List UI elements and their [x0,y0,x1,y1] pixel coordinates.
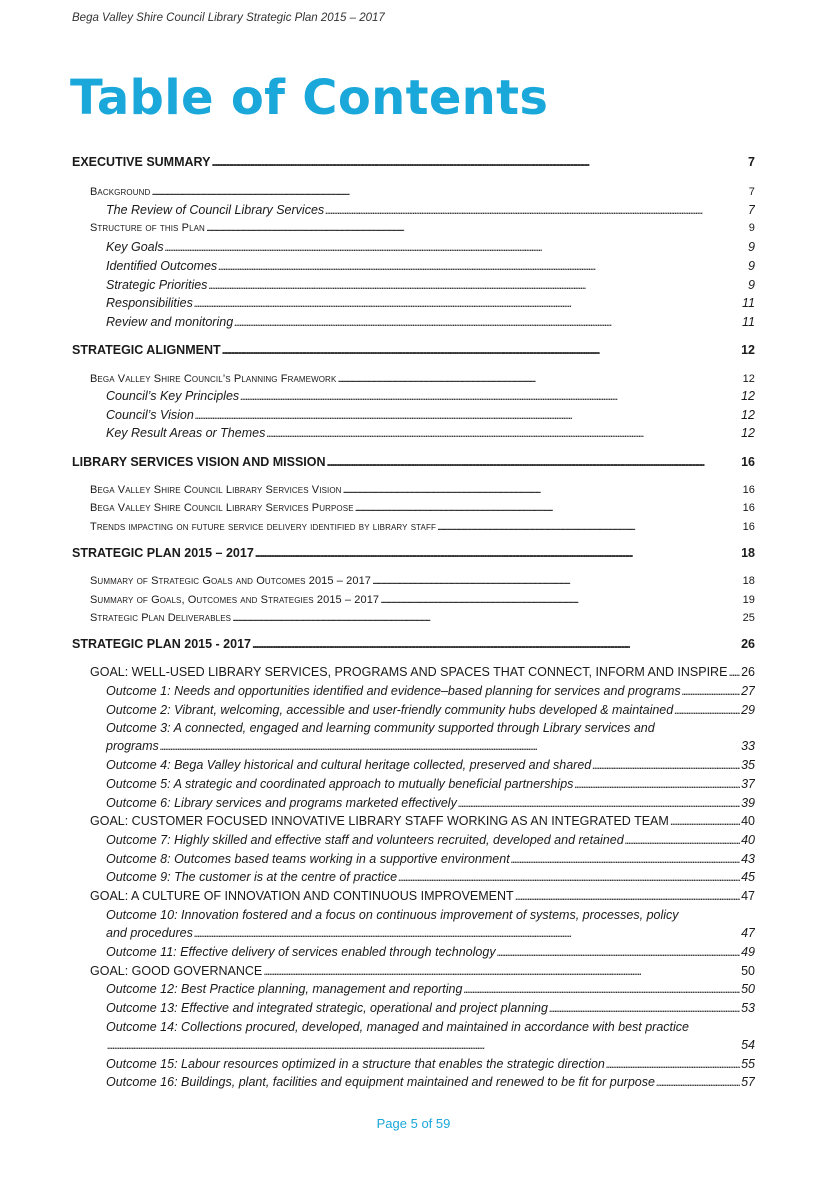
toc-outcome-10-line1[interactable]: Outcome 10: Innovation fostered and a focus on continuous improvement of systems, processes, policy [106,908,679,922]
toc-outcome-4[interactable]: Outcome 4: Bega Valley historical and cultural heritage collected, preserved and shared . . . 35 [72,758,755,772]
toc-outcome-2[interactable]: Outcome 2: Vibrant, welcoming, accessible and user-friendly community hubs developed & maintained . . . 29 [72,703,755,717]
toc-goal-1[interactable]: GOAL: WELL-USED LIBRARY SERVICES, PROGRAMS AND SPACES THAT CONNECT, INFORM AND INSPIRE . . . 26 [72,665,755,679]
toc-goal-4[interactable]: GOAL: GOOD GOVERNANCE . . . 50 [72,964,755,978]
toc-review-monitoring[interactable]: Review and monitoring . . . 11 [72,315,755,329]
toc-outcome-13[interactable]: Outcome 13: Effective and integrated strategic, operational and project planning . . . 53 [72,1001,755,1015]
toc-library-purpose[interactable]: Bega Valley Shire Council Library Services Purpose . . . 16 [72,502,755,514]
toc-goal-2[interactable]: GOAL: CUSTOMER FOCUSED INNOVATIVE LIBRARY STAFF WORKING AS AN INTEGRATED TEAM . . . 40 [72,814,755,828]
toc-summary-goals-outcomes[interactable]: Summary of Strategic Goals and Outcomes 2015 – 2017 . . . 18 [72,575,755,587]
toc-outcome-15[interactable]: Outcome 15: Labour resources optimized in a structure that enables the strategic direction . . . 55 [72,1057,755,1071]
toc-outcome-14-line1[interactable]: Outcome 14: Collections procured, developed, managed and maintained in accordance with best practice [106,1020,689,1034]
toc-structure[interactable]: Structure of this Plan . . . 9 [72,222,755,234]
toc-goal-3[interactable]: GOAL: A CULTURE OF INNOVATION AND CONTINUOUS IMPROVEMENT . . . 47 [72,889,755,903]
toc-review-library-services[interactable]: The Review of Council Library Services . . . 7 [72,203,755,217]
toc-outcome-3-line1[interactable]: Outcome 3: A connected, engaged and learning community supported through Library services and [106,721,655,735]
toc-planning-framework[interactable]: Bega Valley Shire Council’s Planning Framework . . . 12 [72,373,755,385]
toc-key-goals[interactable]: Key Goals . . . 9 [72,240,755,254]
toc-key-principles[interactable]: Council’s Key Principles . . . 12 [72,389,755,403]
toc-strategic-plan-b[interactable]: STRATEGIC PLAN 2015 - 2017 . . . 26 [72,637,755,651]
toc-identified-outcomes[interactable]: Identified Outcomes . . . 9 [72,259,755,273]
toc-outcome-1[interactable]: Outcome 1: Needs and opportunities identified and evidence–based planning for services and programs . . . 27 [72,684,755,698]
toc-outcome-9[interactable]: Outcome 9: The customer is at the centre of practice . . . 45 [72,870,755,884]
toc-trends[interactable]: Trends impacting on future service delivery identified by library staff . . . 16 [72,521,755,533]
toc-background[interactable]: Background . . . 7 [72,186,755,198]
toc-strategic-plan-a[interactable]: STRATEGIC PLAN 2015 – 2017 . . . 18 [72,546,755,560]
toc-summary-goals-strategies[interactable]: Summary of Goals, Outcomes and Strategies 2015 – 2017 . . . 19 [72,594,755,606]
toc-outcome-7[interactable]: Outcome 7: Highly skilled and effective staff and volunteers recruited, developed and retained . . . 40 [72,833,755,847]
toc-outcome-12[interactable]: Outcome 12: Best Practice planning, management and reporting . . . 50 [72,982,755,996]
toc-outcome-14[interactable]: . . . 54 [72,1038,755,1052]
toc-strategic-alignment[interactable]: STRATEGIC ALIGNMENT . . . 12 [72,343,755,357]
toc-responsibilities[interactable]: Responsibilities . . . 11 [72,296,755,310]
toc-council-vision[interactable]: Council’s Vision . . . 12 [72,408,755,422]
toc-outcome-8[interactable]: Outcome 8: Outcomes based teams working in a supportive environment . . . 43 [72,852,755,866]
toc-vision-mission[interactable]: LIBRARY SERVICES VISION AND MISSION . . . 16 [72,455,755,469]
toc-executive-summary[interactable]: EXECUTIVE SUMMARY . . . 7 [72,155,755,169]
toc-outcome-16[interactable]: Outcome 16: Buildings, plant, facilities and equipment maintained and renewed to be fit for purpose . . . 57 [72,1075,755,1089]
toc-strategic-priorities[interactable]: Strategic Priorities . . . 9 [72,278,755,292]
toc-library-vision[interactable]: Bega Valley Shire Council Library Services Vision . . . 16 [72,484,755,496]
page-number: Page 5 of 59 [376,1116,451,1131]
toc-outcome-5[interactable]: Outcome 5: A strategic and coordinated approach to mutually beneficial partnerships . . . 37 [72,777,755,791]
toc-outcome-10[interactable]: and procedures . . . 47 [72,926,755,940]
toc-outcome-6[interactable]: Outcome 6: Library services and programs marketed effectively . . . 39 [72,796,755,810]
running-header: Bega Valley Shire Council Library Strategic Plan 2015 – 2017 [72,12,385,24]
toc-deliverables[interactable]: Strategic Plan Deliverables . . . 25 [72,612,755,624]
toc-outcome-3[interactable]: programs . . . 33 [72,739,755,753]
toc-outcome-11[interactable]: Outcome 11: Effective delivery of services enabled through technology . . . 49 [72,945,755,959]
page-title: Table of Contents [70,70,549,126]
toc-key-result-areas[interactable]: Key Result Areas or Themes . . . 12 [72,426,755,440]
